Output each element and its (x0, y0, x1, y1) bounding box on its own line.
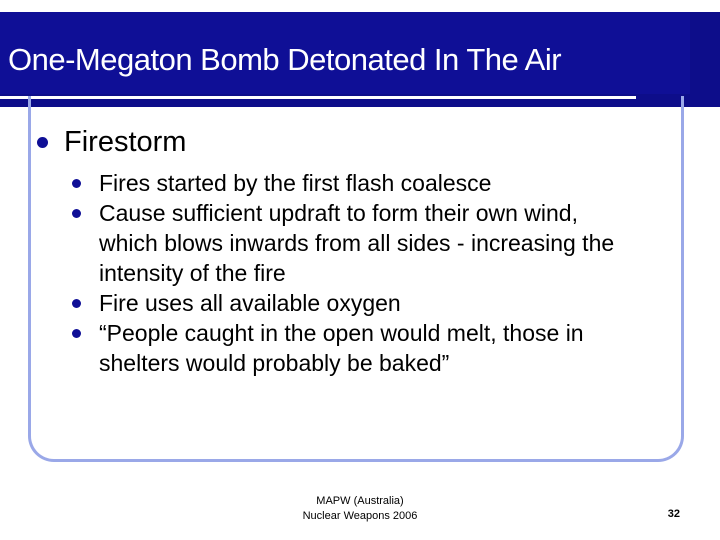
bullet-dot-icon (72, 329, 81, 338)
footer-source (260, 494, 460, 524)
bullet-dot-icon (72, 179, 81, 188)
heading-bullet (37, 126, 186, 159)
bullet-dot-icon (37, 137, 48, 148)
list-item-text: Cause sufficient updraft to form their own wind, which blows inwards from all sides - increasing the intensity of the fire (99, 200, 615, 286)
bullet-dot-icon (72, 209, 81, 218)
list-item-text: “People caught in the open would melt, those in shelters would probably be baked” (99, 320, 584, 376)
slide-title: One-Megaton Bomb Detonated In The Air (8, 42, 562, 77)
list-item (72, 198, 632, 288)
heading-text: Firestorm (64, 126, 187, 158)
footer-line-1: MAPW (Australia) (316, 495, 404, 507)
title-bar (0, 12, 690, 94)
list-item (72, 288, 632, 318)
bullet-list (72, 168, 632, 378)
bullet-dot-icon (72, 299, 81, 308)
list-item (72, 318, 632, 378)
list-item-text: Fire uses all available oxygen (99, 290, 401, 316)
footer-line-2: Nuclear Weapons 2006 (302, 510, 418, 522)
list-item-text: Fires started by the first flash coalesce (99, 170, 492, 196)
list-item (72, 168, 632, 198)
page-number: 32 (667, 508, 680, 520)
